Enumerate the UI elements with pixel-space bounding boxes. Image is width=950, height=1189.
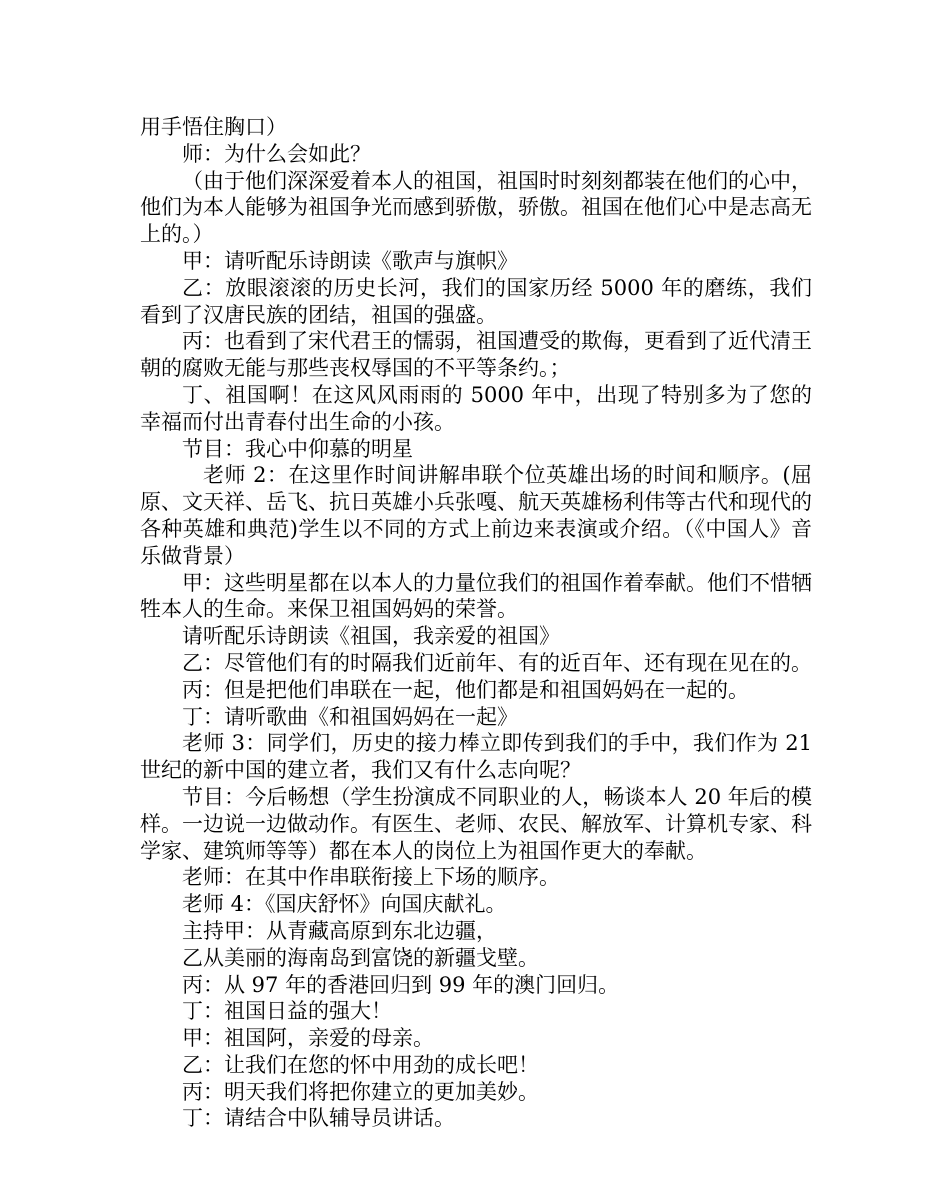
document-body <box>140 114 812 1132</box>
paragraph: 丙：但是把他们串联在一起，他们都是和祖国妈妈在一起的。 <box>182 677 749 702</box>
paragraph: 甲：请听配乐诗朗读《歌声与旗帜》 <box>182 248 518 273</box>
paragraph: 节目：今后畅想（学生扮演成不同职业的人，畅谈本人 20 年后的模样。一边说一边做动作。有医生、老师、农民、解放军、计算机专家、科学家、建筑师等等）都在本人的岗位上为祖国作更大的奉献。 <box>140 784 812 863</box>
paragraph: 乙：放眼滚滚的历史长河，我们的国家历经 5000 年的磨练，我们看到了汉唐民族的团结，祖国的强盛。 <box>140 275 812 327</box>
paragraph: 老师 4：《国庆舒怀》向国庆献礼。 <box>182 892 507 917</box>
paragraph: 师：为什么会如此？ <box>182 141 371 166</box>
paragraph: 老师 3：同学们，历史的接力棒立即传到我们的手中，我们作为 21 世纪的新中国的建立者，我们又有什么志向呢？ <box>140 731 812 783</box>
paragraph: （由于他们深深爱着本人的祖国，祖国时时刻刻都装在他们的心中，他们为本人能够为祖国争光而感到骄傲，骄傲。祖国在他们心中是志高无上的。） <box>140 168 812 247</box>
paragraph: 主持甲：从青藏高原到东北边疆， <box>182 918 497 943</box>
paragraph: 乙：尽管他们有的时隔我们近前年、有的近百年、还有现在见在的。 <box>182 650 812 675</box>
paragraph: 老师：在其中作串联衔接上下场的顺序。 <box>182 865 560 890</box>
paragraph: 丁：请听歌曲《和祖国妈妈在一起》 <box>182 704 518 729</box>
paragraph: 丁：请结合中队辅导员讲话。 <box>182 1106 455 1131</box>
paragraph: 丙：明天我们将把你建立的更加美妙。 <box>182 1079 539 1104</box>
paragraph: 老师 2：在这里作时间讲解串联个位英雄出场的时间和顺序。(屈原、文天祥、岳飞、抗日英雄小兵张嘎、航天英雄杨利伟等古代和现代的各种英雄和典范)学生以不同的方式上前边来表演或介绍。（《中国人》音乐做背景） <box>140 463 812 568</box>
paragraph: 乙从美丽的海南岛到富饶的新疆戈壁。 <box>182 945 539 970</box>
paragraph: 节目：我心中仰慕的明星 <box>182 436 413 461</box>
paragraph: 乙：让我们在您的怀中用劲的成长吧！ <box>182 1052 539 1077</box>
paragraph: 丁：祖国日益的强大！ <box>182 999 392 1024</box>
paragraph: 用手悟住胸口） <box>140 115 287 139</box>
paragraph: 丙：从 97 年的香港回归到 99 年的澳门回归。 <box>182 972 620 997</box>
paragraph: 丙：也看到了宋代君王的懦弱，祖国遭受的欺侮，更看到了近代清王朝的腐败无能与那些丧权辱国的不平等条约。； <box>140 329 812 381</box>
paragraph: 甲：这些明星都在以本人的力量位我们的祖国作着奉献。他们不惜牺牲本人的生命。来保卫祖国妈妈的荣誉。 <box>140 570 812 622</box>
paragraph: 请听配乐诗朗读《祖国，我亲爱的祖国》 <box>182 624 560 649</box>
paragraph: 丁、祖国啊！在这风风雨雨的 5000 年中，出现了特别多为了您的幸福而付出青春付出生命的小孩。 <box>140 382 812 434</box>
paragraph: 甲：祖国阿，亲爱的母亲。 <box>182 1026 434 1051</box>
